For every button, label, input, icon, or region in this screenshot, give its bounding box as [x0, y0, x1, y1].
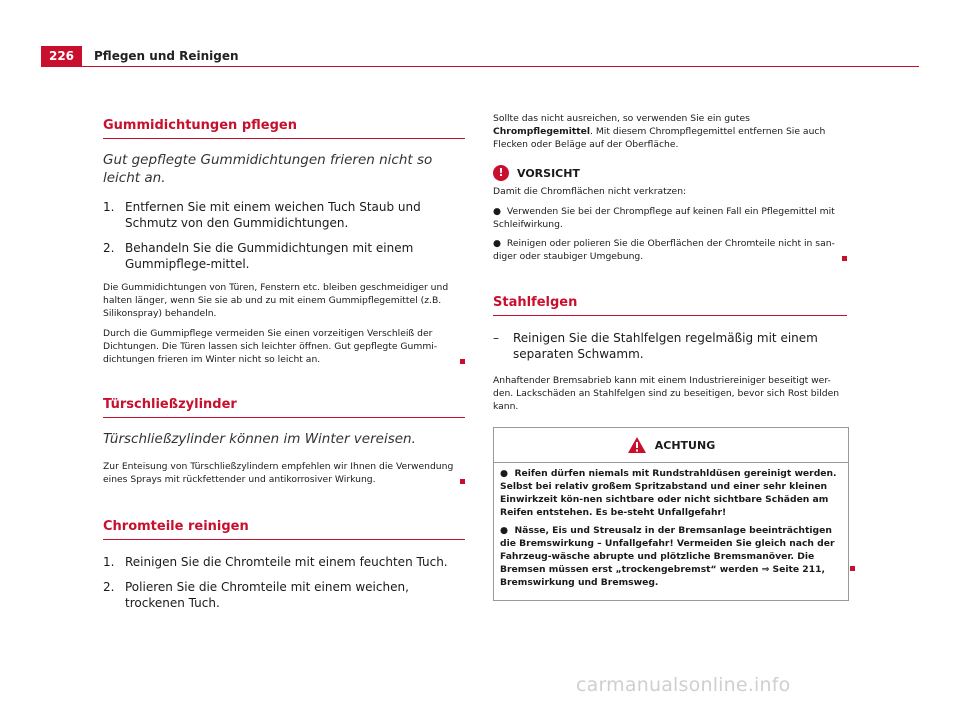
- section-subtitle-tuerschliesszylinder: Türschließzylinder können im Winter vereisen.: [103, 431, 416, 447]
- step-number: 1.: [103, 555, 115, 569]
- achtung-bullet: [500, 467, 842, 519]
- spacer: [103, 493, 465, 519]
- step-item: [493, 330, 847, 362]
- paragraph: Die Gummidichtungen von Türen, Fenstern etc. bleiben geschmeidiger und halten länger, wenn Sie sie ab und zu mit einem Gummipflegemittel (z.B. Silikonspray) behandeln.: [103, 282, 449, 319]
- vorsicht-lead: Damit die Chromflächen nicht verkratzen:: [493, 186, 687, 197]
- step-text: Reinigen Sie die Chromteile mit einem feuchten Tuch.: [125, 555, 448, 569]
- paragraph: Anhaftender Bremsabrieb kann mit einem Industriereiniger beseitigt wer-den. Lackschäden an Stahlfelgen sind zu beseitigen, bevor sich Rost bilden kann.: [493, 375, 840, 412]
- intro-bold-term: Chrompflegemittel: [493, 126, 591, 137]
- achtung-box: [493, 427, 849, 601]
- spacer: [493, 269, 847, 295]
- step-item: [103, 554, 465, 570]
- steps-chromteile: [103, 554, 465, 611]
- steps-gummidichtungen: [103, 199, 465, 272]
- paragraph: [103, 460, 465, 486]
- spacer: [103, 373, 465, 397]
- left-column: [103, 118, 465, 620]
- bullet-icon: ●: [500, 525, 509, 536]
- achtung-bullet: [500, 524, 842, 589]
- bullet-icon: ●: [493, 206, 502, 217]
- step-number: 1.: [103, 200, 115, 214]
- spacer: [103, 540, 465, 554]
- page-number: 226: [41, 46, 82, 67]
- paragraph: [103, 327, 465, 366]
- warning-triangle-icon: [627, 436, 647, 454]
- section-subtitle-gummidichtungen: Gut gepflegte Gummidichtungen frieren nicht so leicht an.: [103, 152, 433, 186]
- step-text: Behandeln Sie die Gummidichtungen mit einem Gummipflege-mittel.: [125, 241, 414, 271]
- step-item: [103, 199, 465, 231]
- bullet-text: Reinigen oder polieren Sie die Oberflächen der Chromteile nicht in san-diger oder staubiger Umgebung.: [493, 238, 835, 262]
- paragraph-text: Durch die Gummipflege vermeiden Sie einen vorzeitigen Verschleiß der Dichtungen. Die Türen lassen sich leichter öffnen. Gut gepflegte Gummi-dichtungen frieren im Winter nicht so leicht an.: [103, 328, 438, 365]
- step-text: Entfernen Sie mit einem weichen Tuch Staub und Schmutz von den Gummidichtungen.: [125, 200, 421, 230]
- bullet-text: Reifen dürfen niemals mit Rundstrahldüsen gereinigt werden. Selbst bei relativ großem Spritzabstand und einer sehr kleinen Einwirkzeit kön-nen sichtbare oder nicht sichtbare Schäden am Reifen entstehen. Es be-steht Unfallgefahr!: [500, 468, 837, 518]
- end-of-section-marker: [460, 479, 465, 484]
- achtung-title: ACHTUNG: [654, 438, 716, 452]
- right-column: [493, 112, 847, 601]
- achtung-body: [494, 463, 848, 600]
- step-text: Reinigen Sie die Stahlfelgen regelmäßig mit einem separaten Schwamm.: [513, 331, 818, 361]
- section-heading-stahlfelgen: Stahlfelgen: [493, 295, 847, 316]
- bullet-icon: ●: [500, 468, 509, 479]
- bullet-text: Verwenden Sie bei der Chrompflege auf keinen Fall ein Pflegemittel mit Schleifwirkung.: [493, 206, 835, 230]
- intro-text-cont: . Mit diesem Chrompflegemittel entfernen Sie auch Flecken oder Beläge auf der Oberfläche.: [493, 126, 826, 150]
- intro-text: Sollte das nicht ausreichen, so verwenden Sie ein gutes: [493, 113, 750, 124]
- section-heading-chromteile: Chromteile reinigen: [103, 519, 465, 540]
- end-of-section-marker: [460, 359, 465, 364]
- step-text: Polieren Sie die Chromteile mit einem weichen, trockenen Tuch.: [125, 580, 409, 610]
- paragraph-text: Zur Enteisung von Türschließzylindern empfehlen wir Ihnen die Verwendung eines Sprays mit rückfettender und antikorrosiver Wirkung.: [103, 461, 454, 485]
- section-heading-tuerschliesszylinder: Türschließzylinder: [103, 397, 465, 418]
- bullet-text: Nässe, Eis und Streusalz in der Bremsanlage beeinträchtigen die Bremswirkung – Unfallgefahr! Vermeiden Sie gleich nach der Fahrzeug-wäsche abrupte und plötzliche Bremsmanöver. Die Bremsen müssen erst „trockengebremst“ werden ⇒ Seite 211, Bremswirkung und Bremsweg.: [500, 525, 835, 588]
- intro-paragraph: [493, 112, 847, 151]
- section-heading-gummidichtungen: Gummidichtungen pflegen: [103, 118, 465, 139]
- vorsicht-bullet: [493, 205, 847, 231]
- watermark: carmanualsonline.info: [576, 674, 791, 696]
- dash-marker: –: [493, 331, 499, 345]
- end-of-section-marker: [842, 256, 847, 261]
- vorsicht-title: VORSICHT: [517, 166, 580, 180]
- step-item: [103, 579, 465, 611]
- exclamation-circle-icon: !: [493, 165, 509, 181]
- step-number: 2.: [103, 241, 115, 255]
- header-rule: [82, 66, 919, 67]
- bullet-icon: ●: [493, 238, 502, 249]
- step-number: 2.: [103, 580, 115, 594]
- end-of-section-marker: [850, 566, 855, 571]
- chapter-title: Pflegen und Reinigen: [94, 49, 239, 63]
- step-item: [103, 240, 465, 272]
- achtung-header: [494, 428, 848, 463]
- vorsicht-header: [493, 165, 847, 181]
- vorsicht-bullet: [493, 237, 847, 263]
